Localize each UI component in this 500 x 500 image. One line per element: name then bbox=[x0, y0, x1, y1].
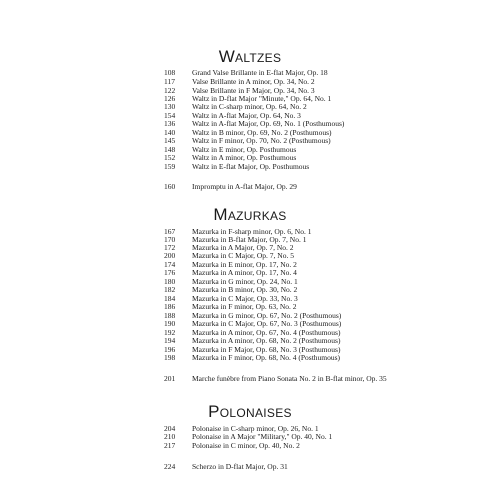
page-number: 136 bbox=[164, 119, 176, 128]
piece-title: Marche funèbre from Piano Sonata No. 2 in B-flat minor, Op. 35 bbox=[192, 374, 387, 383]
page-number: 154 bbox=[164, 111, 176, 120]
piece-title: Waltz in F minor, Op. 70, No. 2 (Posthumous) bbox=[192, 136, 331, 145]
page-number: 201 bbox=[164, 374, 176, 383]
piece-title: Mazurka in F minor, Op. 68, No. 4 (Posthumous) bbox=[192, 353, 341, 362]
piece-title: Grand Valse Brillante in E-flat Major, Op. 18 bbox=[192, 68, 328, 77]
piece-title: Mazurka in G minor, Op. 67, No. 2 (Posthumous) bbox=[192, 311, 342, 320]
piece-title: Mazurka in A minor, Op. 68, No. 2 (Posthumous) bbox=[192, 336, 341, 345]
piece-title: Polonaise in C-sharp minor, Op. 26, No. 1 bbox=[192, 424, 319, 433]
page-number: 108 bbox=[164, 68, 176, 77]
page-number: 182 bbox=[164, 285, 176, 294]
page-number: 204 bbox=[164, 424, 176, 433]
page-number: 148 bbox=[164, 145, 176, 154]
page-number: 117 bbox=[164, 77, 175, 86]
piece-title: Valse Brillante in F Major, Op. 34, No. 3 bbox=[192, 86, 315, 95]
page-number: 190 bbox=[164, 319, 176, 328]
piece-title: Waltz in B minor, Op. 69, No. 2 (Posthumous) bbox=[192, 128, 332, 137]
piece-title: Scherzo in D-flat Major, Op. 31 bbox=[192, 462, 288, 471]
piece-title: Waltz in A-flat Major, Op. 64, No. 3 bbox=[192, 111, 301, 120]
page-number: 167 bbox=[164, 227, 176, 236]
page-number: 200 bbox=[164, 251, 176, 260]
page-number: 188 bbox=[164, 311, 176, 320]
piece-title: Mazurka in A minor, Op. 67, No. 4 (Posthumous) bbox=[192, 328, 341, 337]
page-number: 210 bbox=[164, 432, 176, 441]
page-number: 160 bbox=[164, 182, 176, 191]
piece-title: Mazurka in C Major, Op. 7, No. 5 bbox=[192, 251, 294, 260]
piece-title: Mazurka in G minor, Op. 24, No. 1 bbox=[192, 277, 298, 286]
page-number: 152 bbox=[164, 153, 176, 162]
piece-title: Mazurka in B minor, Op. 30, No. 2 bbox=[192, 285, 298, 294]
piece-title: Mazurka in E minor, Op. 17, No. 2 bbox=[192, 260, 297, 269]
piece-title: Mazurka in F minor, Op. 63, No. 2 bbox=[192, 302, 297, 311]
page-number: 159 bbox=[164, 162, 176, 171]
piece-title: Waltz in D-flat Major "Minute," Op. 64, No. 1 bbox=[192, 94, 332, 103]
page-number: 198 bbox=[164, 353, 176, 362]
page-number: 122 bbox=[164, 86, 176, 95]
section-heading-waltzes: Waltzes bbox=[218, 47, 282, 66]
page-number: 186 bbox=[164, 302, 176, 311]
piece-title: Mazurka in C Major, Op. 67, No. 3 (Posthumous) bbox=[192, 319, 342, 328]
piece-title: Polonaise in A Major "Military," Op. 40, No. 1 bbox=[192, 432, 333, 441]
section-heading-mazurkas: Mazurkas bbox=[213, 205, 287, 224]
page-number: 184 bbox=[164, 294, 176, 303]
piece-title: Mazurka in A Major, Op. 7, No. 2 bbox=[192, 243, 294, 252]
page-number: 180 bbox=[164, 277, 176, 286]
piece-title: Mazurka in F Major, Op. 68, No. 3 (Posthumous) bbox=[192, 345, 341, 354]
page-number: 172 bbox=[164, 243, 176, 252]
page-number: 192 bbox=[164, 328, 176, 337]
section-heading-polonaises: Polonaises bbox=[208, 402, 292, 421]
piece-title: Mazurka in B-flat Major, Op. 7, No. 1 bbox=[192, 235, 307, 244]
page-number: 176 bbox=[164, 268, 176, 277]
piece-title: Waltz in C-sharp minor, Op. 64, No. 2 bbox=[192, 102, 307, 111]
piece-title: Waltz in A-flat Major, Op. 69, No. 1 (Posthumous) bbox=[192, 119, 345, 128]
page-number: 145 bbox=[164, 136, 176, 145]
piece-title: Waltz in E-flat Major, Op. Posthumous bbox=[192, 162, 310, 171]
page-number: 224 bbox=[164, 462, 176, 471]
page-number: 126 bbox=[164, 94, 176, 103]
page-number: 170 bbox=[164, 235, 176, 244]
piece-title: Impromptu in A-flat Major, Op. 29 bbox=[192, 182, 297, 191]
piece-title: Polonaise in C minor, Op. 40, No. 2 bbox=[192, 441, 300, 450]
piece-title: Mazurka in C Major, Op. 33, No. 3 bbox=[192, 294, 298, 303]
page-number: 217 bbox=[164, 441, 176, 450]
page-number: 174 bbox=[164, 260, 176, 269]
piece-title: Waltz in A minor, Op. Posthumous bbox=[192, 153, 297, 162]
piece-title: Mazurka in F-sharp minor, Op. 6, No. 1 bbox=[192, 227, 312, 236]
page-number: 140 bbox=[164, 128, 176, 137]
piece-title: Mazurka in A minor, Op. 17, No. 4 bbox=[192, 268, 297, 277]
page-number: 196 bbox=[164, 345, 176, 354]
page-number: 194 bbox=[164, 336, 176, 345]
page-number: 130 bbox=[164, 102, 176, 111]
piece-title: Valse Brillante in A minor, Op. 34, No. 2 bbox=[192, 77, 315, 86]
piece-title: Waltz in E minor, Op. Posthumous bbox=[192, 145, 297, 154]
